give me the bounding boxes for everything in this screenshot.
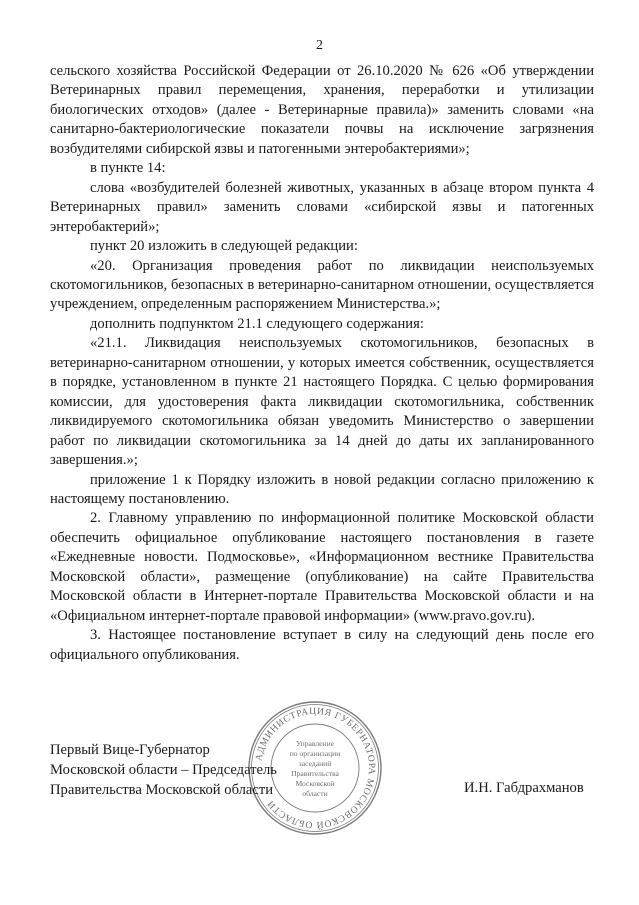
signatory-title bbox=[50, 740, 277, 800]
stamp-center-line: заседаний bbox=[298, 759, 332, 768]
paragraph: в пункте 14: bbox=[90, 160, 166, 177]
signatory-title-line: Московской области – Председатель bbox=[50, 762, 277, 778]
paragraph: 2. Главному управлению по информационной политике Московской области обеспечить официальное опубликование настоящего постановления в газете «Ежедневные новости. Подмосковье», «Информационном вестнике Правительства Московской области», размещение (опубликование) на сайте Правительства Московской области в Интернет-портале Правительства Московской области и на «Официальном интернет-портале правовой информации» (www.pravo.gov.ru). bbox=[50, 510, 594, 624]
stamp-center-line: области bbox=[302, 789, 328, 798]
signatory-title-line: Первый Вице-Губернатор bbox=[50, 742, 210, 758]
document-body bbox=[50, 62, 594, 665]
paragraph: 3. Настоящее постановление вступает в силу на следующий день после его официального опубликования. bbox=[50, 627, 594, 663]
paragraph: приложение 1 к Порядку изложить в новой редакции согласно приложению к настоящему постановлению. bbox=[50, 471, 594, 507]
stamp-center-line: по организации bbox=[289, 749, 341, 758]
paragraph: слова «возбудителей болезней животных, указанных в абзаце втором пункта 4 Ветеринарных правил» заменить словами «сибирской язвы и патогенных энтеробактерий»; bbox=[50, 179, 594, 235]
signatory-name: И.Н. Габдрахманов bbox=[464, 780, 584, 796]
paragraph: «21.1. Ликвидация неиспользуемых скотомогильников, безопасных в ветеринарно-санитарном отношении, у которых имеется собственник, осуществляется в порядке, установленном в пункте 21 настоящего Порядка. С целью формирования комиссии, для удостоверения факта ликвидации скотомогильника, собственник ликвидируемого скотомогильника обязан уведомить Министерство о завершении работ по ликвидации скотомогильника за 14 дней до даты их запланированного завершения.»; bbox=[50, 335, 594, 469]
stamp-center-line: Московской bbox=[295, 779, 335, 788]
signatory-title-line: Правительства Московской области bbox=[50, 782, 274, 798]
paragraph: пункт 20 изложить в следующей редакции: bbox=[90, 238, 358, 255]
paragraph: дополнить подпунктом 21.1 следующего содержания: bbox=[90, 315, 424, 332]
paragraph: «20. Организация проведения работ по ликвидации неиспользуемых скотомогильников, безопасных в ветеринарно-санитарном отношении, осуществляется учреждением, определенным распоряжением Министерства.»; bbox=[50, 257, 594, 313]
paragraph: сельского хозяйства Российской Федерации от 26.10.2020 № 626 «Об утверждении Ветеринарных правил перемещения, хранения, переработки и утилизации биологических отходов» (далее - Ветеринарные правила)» заменить словами «на санитарно-бактериологические показатели почвы на исключение загрязнения возбудителями сибирской язвы и патогенными энтеробактериями»; bbox=[50, 63, 594, 157]
stamp-ring-text: АДМИНИСТРАЦИЯ ГУБЕРНАТОРА МОСКОВСКОЙ ОБЛАСТИ bbox=[253, 705, 378, 831]
stamp-center-line: Правительства bbox=[291, 769, 339, 778]
page-number: 2 bbox=[316, 38, 323, 53]
stamp-center-line: Управление bbox=[295, 739, 335, 748]
